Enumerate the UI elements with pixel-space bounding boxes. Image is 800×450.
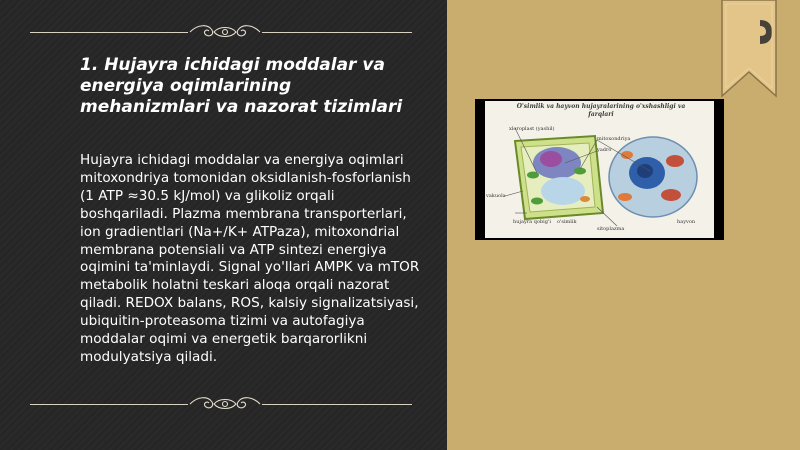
top-divider-left (30, 32, 188, 33)
plant-cell-drawing (515, 136, 603, 219)
slide-title: 1. Hujayra ichidagi moddalar va energiya oqimlarining mehanizmlari va nazorat tizimlari (80, 55, 403, 117)
ornament-flourish-icon (188, 22, 262, 42)
ornament-flourish-icon (188, 394, 262, 414)
bottom-divider-left (30, 404, 188, 405)
figure-label-vacuole: vakuola (486, 193, 506, 199)
slide-body-text: Hujayra ichidagi moddalar va energiya oqimlari mitoxondriya tomonidan oksidlanish-fosforlanish (1 ATP ≈30.5 kJ/mol) va glikoliz orqali boshqariladi. Plazma membrana transporterlari, ion gradientlari (Na+/K+ ATPaza), mitoxondrial membrana potensiali va ATP sintezi energiya oqimini ta'minlaydi. Signal yo'llari AMPK va mTOR metabolik holatni teskari aloqa orqali nazorat qiladi. REDOX balans, ROS, kalsiy signalizatsiyasi, ubiquitin-proteasoma tizimi va autofagiya moddalar oqimi va energetik barqarorlikni modulyatsiya qiladi. (80, 152, 420, 365)
figure-label-cytoplasm: sitoplazma (597, 226, 625, 232)
animal-cell-drawing (609, 137, 697, 217)
top-divider-right (262, 32, 412, 33)
figure-label-nucleus: yadro (597, 147, 612, 153)
figure-label-chloroplast: xloroplast (yashil) (509, 126, 555, 132)
bookmark-ribbon-icon (720, 0, 780, 100)
figure-label-cell-wall: hujayra qobig'i (513, 219, 551, 225)
figure-label-mitochondria: mitoxondriya (597, 136, 631, 142)
figure-label-animal: hayvon (677, 219, 696, 225)
figure-caption: O'simlik va hayvon hujayralarining o'xshashligi va farqlari (516, 103, 686, 118)
figure-label-plant: o'simlik (557, 219, 577, 225)
bottom-divider-right (262, 404, 412, 405)
cell-illustration (485, 101, 714, 238)
cell-figure (475, 99, 724, 240)
cell-figure-canvas (485, 101, 714, 238)
